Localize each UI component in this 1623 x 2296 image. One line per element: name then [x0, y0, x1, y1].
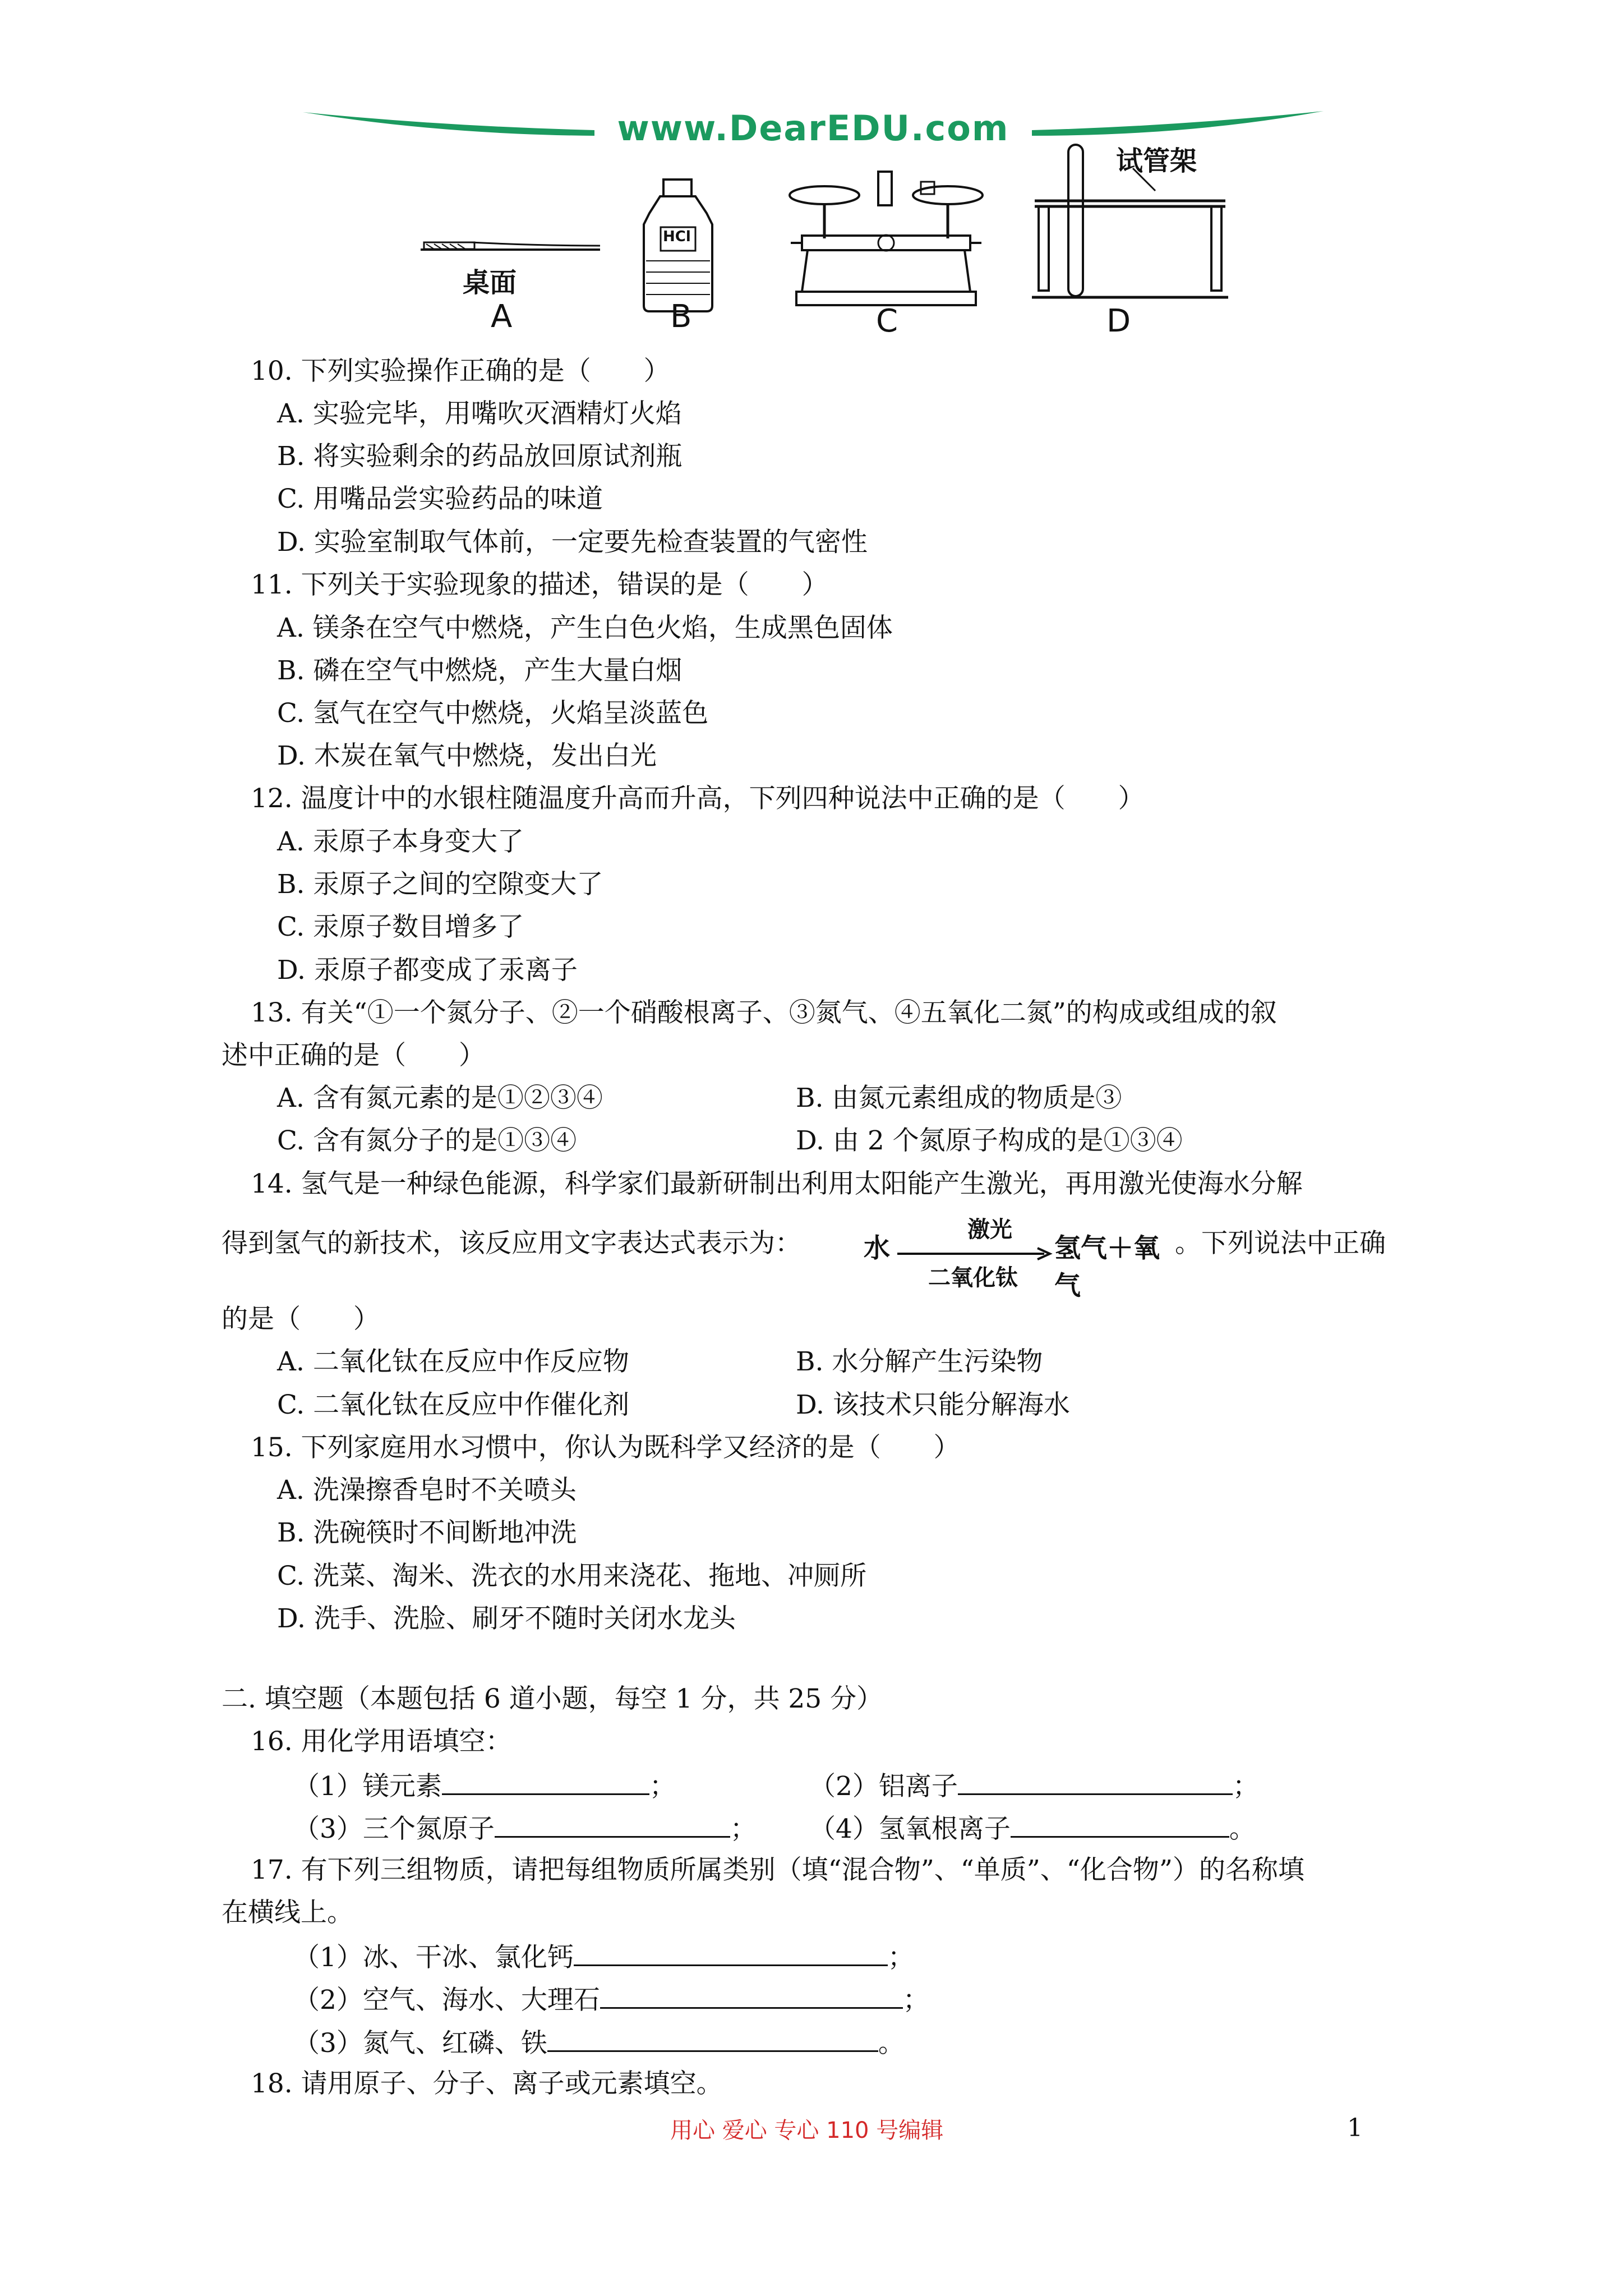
question-12-option-d: D. 汞原子都变成了汞离子	[277, 955, 578, 986]
figure-d-rack-label: 试管架	[1116, 145, 1197, 177]
answer-blank-17-2[interactable]	[600, 1981, 903, 2009]
question-13-option-a: A. 含有氮元素的是①②③④	[277, 1083, 603, 1114]
figure-label-d: D	[1106, 303, 1131, 339]
question-14-stem-continued: 得到氢气的新技术，该反应用文字表达式表示为：	[222, 1228, 801, 1259]
equation-condition-below: 二氧化钛	[928, 1264, 1018, 1291]
apparatus-figure	[415, 135, 1234, 348]
section-2-heading: 二. 填空题（本题包括 6 道小题，每空 1 分，共 25 分）	[222, 1683, 883, 1714]
answer-blank-17-1[interactable]	[574, 1939, 888, 1966]
question-13-option-d: D. 由 2 个氮原子构成的是①③④	[796, 1125, 1183, 1156]
figure-a-drawing	[421, 242, 600, 250]
answer-blank-16-1[interactable]	[442, 1768, 649, 1795]
question-12-stem: 12. 温度计中的水银柱随温度升高而升高，下列四种说法中正确的是（ ）	[251, 783, 1145, 814]
figure-a-caption: 桌面	[463, 267, 517, 298]
equation-products: 氢气＋氧气	[1054, 1233, 1160, 1301]
question-15-option-c: C. 洗菜、淘米、洗衣的水用来浇花、拖地、冲厕所	[277, 1561, 867, 1591]
question-16-item-1-end: ；	[649, 1771, 676, 1802]
question-15-option-b: B. 洗碗筷时不间断地冲洗	[277, 1517, 577, 1548]
figure-label-a: A	[491, 298, 513, 335]
question-14-stem-after-equation: 。下列说法中正确	[1175, 1228, 1386, 1259]
equation-condition-above: 激光	[967, 1216, 1012, 1243]
figure-b-drawing	[644, 180, 712, 311]
question-16-item-1-label: （1）镁元素	[293, 1771, 442, 1802]
question-16-item-1	[293, 1768, 676, 1803]
question-11-stem: 11. 下列关于实验现象的描述，错误的是（ ）	[251, 569, 828, 600]
question-15-option-a: A. 洗澡擦香皂时不关喷头	[277, 1475, 577, 1506]
question-16-item-4-end: 。	[1229, 1814, 1256, 1844]
question-16-item-2	[809, 1768, 1259, 1803]
question-17-stem-continued: 在横线上。	[222, 1897, 353, 1928]
question-18-stem: 18. 请用原子、分子、离子或元素填空。	[251, 2068, 723, 2099]
answer-blank-17-3[interactable]	[547, 2024, 878, 2052]
answer-blank-16-4[interactable]	[1011, 1810, 1229, 1838]
answer-blank-16-2[interactable]	[958, 1768, 1233, 1795]
question-16-item-3-label: （3）三个氮原子	[293, 1814, 495, 1844]
question-16-item-3	[293, 1810, 757, 1846]
question-17-item-2	[293, 1981, 929, 2017]
question-16-item-2-end: ；	[1232, 1771, 1259, 1802]
question-10-option-c: C. 用嘴品尝实验药品的味道	[277, 484, 603, 514]
figure-label-c: C	[876, 303, 898, 339]
question-17-item-1-label: （1）冰、干冰、氯化钙	[293, 1942, 574, 1973]
question-17-item-3-label: （3）氮气、红磷、铁	[293, 2028, 547, 2059]
figure-b-bottle-label: HCl	[663, 228, 691, 245]
question-16-item-4-label: （4）氢氧根离子	[809, 1814, 1011, 1844]
question-14-stem-end: 的是（ ）	[222, 1304, 380, 1335]
question-11-option-a: A. 镁条在空气中燃烧，产生白色火焰，生成黑色固体	[277, 613, 893, 643]
question-16-stem: 16. 用化学用语填空：	[251, 1726, 512, 1757]
question-17-item-2-label: （2）空气、海水、大理石	[293, 1985, 600, 2016]
equation-reactant: 水	[864, 1233, 890, 1264]
question-17-item-2-end: ；	[902, 1985, 929, 2016]
page-number: 1	[1347, 2114, 1363, 2142]
question-10-stem: 10. 下列实验操作正确的是（ ）	[251, 356, 670, 386]
question-17-item-1-end: ；	[887, 1942, 914, 1973]
question-13-stem: 13. 有关“①一个氮分子、②一个硝酸根离子、③氮气、④五氧化二氮”的构成或组成的叙	[251, 997, 1277, 1028]
footer-credit: 用心 爱心 专心 110 号编辑	[670, 2118, 944, 2143]
figure-label-b: B	[670, 298, 692, 335]
question-16-item-3-end: ；	[730, 1814, 757, 1844]
question-13-option-b: B. 由氮元素组成的物质是③	[796, 1083, 1122, 1114]
question-17-item-1	[293, 1939, 914, 1975]
question-16-item-2-label: （2）铝离子	[809, 1771, 958, 1802]
question-13-option-c: C. 含有氮分子的是①③④	[277, 1125, 577, 1156]
question-12-option-c: C. 汞原子数目增多了	[277, 912, 524, 942]
answer-blank-16-3[interactable]	[495, 1810, 730, 1838]
question-15-option-d: D. 洗手、洗脸、刷牙不随时关闭水龙头	[277, 1603, 736, 1634]
question-14-option-a: A. 二氧化钛在反应中作反应物	[277, 1346, 629, 1377]
site-name: www.DearEDU.com	[617, 108, 1009, 149]
question-16-item-4	[809, 1810, 1256, 1846]
question-14-stem: 14. 氢气是一种绿色能源，科学家们最新研制出利用太阳能产生激光，再用激光使海水分解	[251, 1168, 1303, 1199]
question-14-option-d: D. 该技术只能分解海水	[796, 1389, 1070, 1420]
question-11-option-c: C. 氢气在空气中燃烧，火焰呈淡蓝色	[277, 698, 709, 729]
question-12-option-b: B. 汞原子之间的空隙变大了	[277, 869, 603, 900]
question-11-option-b: B. 磷在空气中燃烧，产生大量白烟	[277, 655, 683, 686]
question-17-item-3	[293, 2024, 905, 2060]
question-17-stem: 17. 有下列三组物质，请把每组物质所属类别（填“混合物”、“单质”、“化合物”）的名称填	[251, 1855, 1304, 1885]
question-17-item-3-end: 。	[878, 2028, 905, 2059]
figure-c-drawing	[790, 172, 983, 305]
reaction-equation	[864, 1212, 1178, 1301]
question-15-stem: 15. 下列家庭用水习惯中，你认为既科学又经济的是（ ）	[251, 1432, 960, 1463]
question-14-option-c: C. 二氧化钛在反应中作催化剂	[277, 1389, 630, 1420]
question-14-option-b: B. 水分解产生污染物	[796, 1346, 1043, 1377]
question-13-stem-continued: 述中正确的是（ ）	[222, 1040, 485, 1071]
question-10-option-b: B. 将实验剩余的药品放回原试剂瓶	[277, 441, 683, 472]
question-10-option-a: A. 实验完毕，用嘴吹灭酒精灯火焰	[277, 398, 682, 429]
question-12-option-a: A. 汞原子本身变大了	[277, 826, 524, 857]
question-11-option-d: D. 木炭在氧气中燃烧，发出白光	[277, 740, 657, 771]
question-10-option-d: D. 实验室制取气体前，一定要先检查装置的气密性	[277, 527, 868, 558]
